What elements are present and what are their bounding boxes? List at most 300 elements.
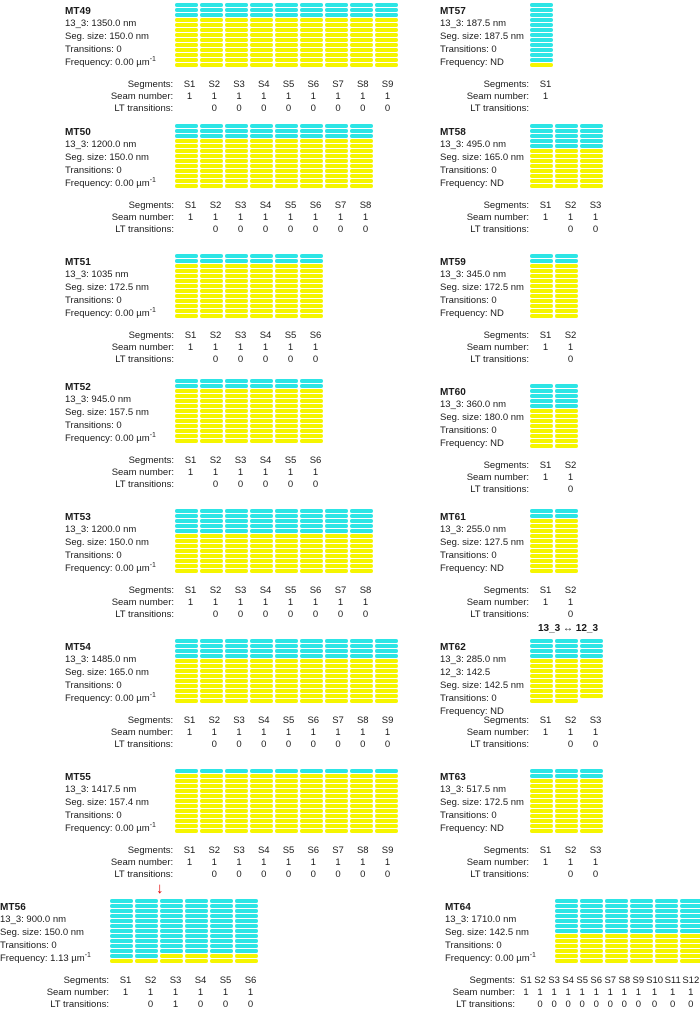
protofilament-yellow [300, 48, 323, 52]
protofilament-yellow [605, 954, 628, 958]
seam-number-cell: 1 [651, 987, 658, 998]
protofilament-yellow [275, 809, 298, 813]
lt-transition-cell [178, 609, 203, 621]
mt-segsize-label: Seg. size: 127.5 nm [440, 537, 524, 548]
protofilament-cyan [680, 899, 700, 903]
protofilament-yellow [250, 269, 273, 273]
protofilament-yellow [580, 674, 603, 678]
table-row [419, 91, 558, 103]
segment-name-cell: S1 [539, 79, 552, 90]
lattice-segment [555, 769, 578, 833]
protofilament-yellow [530, 824, 553, 828]
lt-transition-cell: 0 [635, 999, 642, 1010]
segment-name-cell: S2 [209, 585, 222, 596]
protofilament-yellow [175, 53, 198, 57]
protofilament-yellow [300, 294, 323, 298]
protofilament-cyan [225, 124, 248, 128]
protofilament-yellow [275, 554, 298, 558]
mt-transitions-label: Transitions: 0 [440, 550, 497, 561]
protofilament-yellow [175, 63, 198, 67]
protofilament-yellow [175, 58, 198, 62]
segment-name-cell: S2 [209, 330, 222, 341]
lattice-segment [110, 899, 133, 963]
protofilament-yellow [555, 699, 578, 703]
mt-transitions-label: Transitions: 0 [65, 44, 122, 55]
protofilament-cyan [325, 524, 348, 528]
seam-number-cell: 1 [237, 597, 244, 608]
protofilament-yellow [300, 314, 323, 318]
seam-number-cell: 1 [337, 212, 344, 223]
protofilament-yellow [530, 444, 553, 448]
protofilament-cyan [200, 13, 223, 17]
segment-name-cell: S3 [589, 200, 602, 211]
protofilament-cyan [160, 929, 183, 933]
protofilament-yellow [175, 264, 198, 268]
mt-frequency-label: Frequency: 0.00 µm$^{-1}$ [65, 821, 156, 834]
protofilament-yellow [300, 679, 323, 683]
protofilament-yellow [530, 314, 553, 318]
protofilament-yellow [530, 549, 553, 553]
mt-id-label: MT60 [440, 387, 466, 398]
mt-segsize-label: Seg. size: 180.0 nm [440, 412, 524, 423]
protofilament-yellow [530, 809, 553, 813]
table-row [64, 212, 378, 224]
protofilament-cyan [200, 384, 223, 388]
protofilament-yellow [680, 934, 700, 938]
protofilament-cyan [530, 389, 553, 393]
protofilament-yellow [200, 554, 223, 558]
protofilament-yellow [225, 274, 248, 278]
protofilament-yellow [250, 419, 273, 423]
protofilament-yellow [275, 414, 298, 418]
protofilament-yellow [375, 63, 398, 67]
protofilament-yellow [275, 299, 298, 303]
protofilament-yellow [275, 53, 298, 57]
protofilament-yellow [350, 28, 373, 32]
row-label: Seam number: [111, 597, 174, 608]
protofilament-yellow [200, 53, 223, 57]
protofilament-yellow [375, 794, 398, 798]
protofilament-yellow [350, 674, 373, 678]
segment-name-cell: S1 [184, 330, 197, 341]
protofilament-yellow [250, 394, 273, 398]
protofilament-yellow [250, 289, 273, 293]
protofilament-yellow [530, 804, 553, 808]
protofilament-yellow [250, 53, 273, 57]
table-row [444, 987, 700, 999]
protofilament-cyan [275, 519, 298, 523]
protofilament-yellow [530, 149, 553, 153]
protofilament-yellow [175, 279, 198, 283]
protofilament-yellow [200, 789, 223, 793]
protofilament-yellow [185, 954, 208, 958]
segment-name-cell: S3 [234, 200, 247, 211]
table-row [0, 999, 263, 1011]
protofilament-cyan [300, 529, 323, 533]
protofilament-cyan [325, 649, 348, 653]
protofilament-yellow [250, 43, 273, 47]
protofilament-cyan [530, 28, 553, 32]
protofilament-cyan [375, 3, 398, 7]
protofilament-cyan [175, 384, 198, 388]
mt-length-label: 13_3: 360.0 nm [440, 399, 507, 410]
segment-name-cell: S8 [359, 200, 372, 211]
protofilament-cyan [225, 379, 248, 383]
protofilament-yellow [275, 569, 298, 573]
protofilament-yellow [530, 659, 553, 663]
lt-transition-cell: 0 [247, 999, 254, 1010]
lattice-segment [200, 639, 223, 703]
segment-name-cell: S9 [632, 975, 645, 986]
protofilament-yellow [250, 284, 273, 288]
protofilament-yellow [555, 954, 578, 958]
mt-transitions-label: Transitions: 0 [440, 165, 497, 176]
protofilament-yellow [175, 289, 198, 293]
protofilament-cyan [250, 8, 273, 12]
segment-table [0, 975, 263, 1011]
mt-length-label: 13_3: 495.0 nm [440, 139, 507, 150]
protofilament-yellow [275, 33, 298, 37]
protofilament-yellow [630, 939, 653, 943]
protofilament-yellow [655, 934, 678, 938]
protofilament-yellow [275, 164, 298, 168]
protofilament-cyan [580, 919, 603, 923]
protofilament-yellow [350, 819, 373, 823]
seam-number-cell: 1 [542, 91, 549, 102]
protofilament-yellow [225, 789, 248, 793]
protofilament-yellow [200, 269, 223, 273]
segment-name-cell: S1 [184, 200, 197, 211]
seam-number-cell: 1 [262, 467, 269, 478]
lt-transition-cell: 0 [607, 999, 613, 1010]
protofilament-yellow [200, 409, 223, 413]
protofilament-yellow [250, 559, 273, 563]
protofilament-cyan [225, 654, 248, 658]
protofilament-yellow [225, 404, 248, 408]
lattice-segment [200, 509, 223, 573]
seam-number-cell: 1 [285, 91, 292, 102]
protofilament-yellow [555, 829, 578, 833]
protofilament-yellow [200, 829, 223, 833]
protofilament-cyan [300, 8, 323, 12]
lattice-segment [275, 254, 298, 318]
protofilament-yellow [580, 689, 603, 693]
seam-number-cell: 1 [310, 91, 316, 102]
protofilament-yellow [300, 784, 323, 788]
protofilament-cyan [210, 929, 233, 933]
protofilament-yellow [300, 414, 323, 418]
seam-number-cell: 1 [310, 727, 316, 738]
protofilament-cyan [655, 929, 678, 933]
protofilament-cyan [225, 3, 248, 7]
protofilament-yellow [300, 794, 323, 798]
lt-transition-cell: 0 [567, 739, 574, 750]
seam-number-cell: 1 [579, 987, 585, 998]
lt-transition-cell: 0 [651, 999, 658, 1010]
lattice-segment [250, 254, 273, 318]
protofilament-yellow [630, 934, 653, 938]
protofilament-yellow [325, 139, 348, 143]
protofilament-yellow [225, 669, 248, 673]
protofilament-yellow [175, 299, 198, 303]
protofilament-yellow [350, 554, 373, 558]
protofilament-cyan [200, 519, 223, 523]
lt-transition-cell: 0 [310, 103, 316, 114]
mt-length-label: 13_3: 945.0 nm [65, 394, 132, 405]
protofilament-cyan [210, 919, 233, 923]
protofilament-cyan [630, 924, 653, 928]
protofilament-cyan [200, 529, 223, 533]
protofilament-yellow [555, 674, 578, 678]
protofilament-yellow [250, 424, 273, 428]
table-row [419, 472, 583, 484]
seam-number-cell: 1 [621, 987, 627, 998]
seam-number-cell: 1 [362, 212, 369, 223]
protofilament-yellow [225, 429, 248, 433]
protofilament-yellow [200, 429, 223, 433]
protofilament-cyan [630, 929, 653, 933]
seam-number-cell: 1 [247, 987, 254, 998]
lt-transition-cell: 0 [335, 869, 341, 880]
seam-number-cell: 1 [211, 727, 217, 738]
protofilament-yellow [300, 38, 323, 42]
protofilament-yellow [325, 699, 348, 703]
protofilament-yellow [530, 799, 553, 803]
row-label: LT transitions: [114, 869, 174, 880]
protofilament-cyan [580, 909, 603, 913]
seam-number-cell: 1 [592, 727, 599, 738]
segment-name-cell: S1 [184, 585, 197, 596]
segment-name-cell: S5 [219, 975, 232, 986]
protofilament-yellow [375, 804, 398, 808]
segment-name-cell: S5 [284, 200, 297, 211]
lt-transition-cell: 0 [565, 999, 571, 1010]
lt-transition-cell: 0 [212, 224, 219, 235]
protofilament-cyan [530, 259, 553, 263]
protofilament-yellow [630, 949, 653, 953]
mt-frequency-label: Frequency: ND [440, 563, 504, 574]
protofilament-yellow [350, 804, 373, 808]
lt-transition-cell: 0 [287, 609, 294, 620]
protofilament-yellow [325, 669, 348, 673]
segment-name-cell: S1 [539, 845, 552, 856]
protofilament-yellow [350, 169, 373, 173]
lattice-segment [325, 3, 348, 67]
lt-transition-cell: 0 [670, 999, 676, 1010]
protofilament-yellow [275, 284, 298, 288]
protofilament-yellow [225, 139, 248, 143]
protofilament-cyan [300, 524, 323, 528]
protofilament-yellow [375, 829, 398, 833]
protofilament-yellow [200, 48, 223, 52]
protofilament-yellow [275, 63, 298, 67]
protofilament-yellow [200, 23, 223, 27]
protofilament-yellow [200, 63, 223, 67]
protofilament-yellow [200, 659, 223, 663]
mt-id-label: MT51 [65, 257, 91, 268]
table-row [64, 91, 400, 103]
protofilament-yellow [325, 554, 348, 558]
protofilament-cyan [110, 904, 133, 908]
seam-number-cell: 1 [211, 857, 217, 868]
protofilament-cyan [110, 939, 133, 943]
protofilament-yellow [580, 959, 603, 963]
seam-number-cell: 1 [312, 597, 319, 608]
protofilament-cyan [375, 644, 398, 648]
protofilament-yellow [175, 664, 198, 668]
protofilament-cyan [185, 924, 208, 928]
protofilament-yellow [350, 164, 373, 168]
protofilament-cyan [250, 524, 273, 528]
seam-number-cell: 1 [542, 857, 549, 868]
protofilament-yellow [530, 794, 553, 798]
segment-name-cell: S9 [381, 845, 394, 856]
protofilament-yellow [555, 814, 578, 818]
protofilament-cyan [325, 509, 348, 513]
protofilament-cyan [175, 8, 198, 12]
lattice-segment [530, 254, 553, 318]
protofilament-yellow [325, 664, 348, 668]
lt-transition-cell: 0 [384, 869, 391, 880]
protofilament-yellow [300, 289, 323, 293]
protofilament-yellow [200, 299, 223, 303]
protofilament-yellow [250, 18, 273, 22]
protofilament-cyan [135, 904, 158, 908]
protofilament-yellow [350, 549, 373, 553]
protofilament-cyan [175, 509, 198, 513]
protofilament-yellow [175, 169, 198, 173]
segment-name-cell: S4 [259, 330, 272, 341]
protofilament-yellow [275, 184, 298, 188]
protofilament-yellow [200, 149, 223, 153]
protofilament-yellow [200, 414, 223, 418]
protofilament-yellow [200, 33, 223, 37]
segment-name-cell: S4 [259, 455, 272, 466]
protofilament-yellow [225, 184, 248, 188]
protofilament-yellow [350, 539, 373, 543]
segment-name-cell: S3 [233, 845, 245, 856]
protofilament-yellow [350, 38, 373, 42]
protofilament-cyan [160, 914, 183, 918]
protofilament-yellow [555, 269, 578, 273]
protofilament-cyan [210, 899, 233, 903]
protofilament-cyan [185, 914, 208, 918]
protofilament-cyan [555, 144, 578, 148]
table-row [64, 857, 400, 869]
protofilament-yellow [225, 559, 248, 563]
protofilament-yellow [225, 53, 248, 57]
protofilament-yellow [300, 174, 323, 178]
protofilament-yellow [555, 819, 578, 823]
protofilament-yellow [300, 149, 323, 153]
segment-name-cell: S7 [332, 79, 344, 90]
protofilament-yellow [555, 564, 578, 568]
segment-name-cell: S10 [646, 975, 664, 986]
lattice-diagram [175, 3, 398, 67]
protofilament-yellow [250, 789, 273, 793]
segment-name-cell: S4 [257, 79, 270, 90]
segment-name-cell: S8 [618, 975, 631, 986]
lattice-segment [630, 899, 653, 963]
protofilament-yellow [580, 949, 603, 953]
protofilament-yellow [175, 659, 198, 663]
protofilament-yellow [175, 18, 198, 22]
protofilament-yellow [530, 304, 553, 308]
protofilament-yellow [175, 539, 198, 543]
protofilament-cyan [555, 929, 578, 933]
protofilament-yellow [300, 269, 323, 273]
protofilament-cyan [580, 774, 603, 778]
lt-transition-cell [178, 479, 203, 491]
protofilament-yellow [200, 799, 223, 803]
mt-id-label: MT49 [65, 6, 91, 17]
lt-transition-cell: 0 [285, 869, 292, 880]
protofilament-cyan [160, 909, 183, 913]
protofilament-cyan [555, 404, 578, 408]
protofilament-yellow [250, 679, 273, 683]
protofilament-cyan [250, 649, 273, 653]
lattice-segment [250, 3, 273, 67]
protofilament-yellow [235, 959, 258, 963]
seam-number-cell: 1 [670, 987, 676, 998]
protofilament-yellow [325, 689, 348, 693]
protofilament-cyan [250, 514, 273, 518]
seam-number-cell: 1 [542, 212, 549, 223]
protofilament-yellow [555, 179, 578, 183]
lattice-segment [530, 769, 553, 833]
protofilament-cyan [680, 929, 700, 933]
protofilament-cyan [135, 954, 158, 958]
protofilament-yellow [350, 23, 373, 27]
protofilament-cyan [350, 649, 373, 653]
lt-transition-cell: 0 [360, 869, 366, 880]
protofilament-yellow [200, 279, 223, 283]
protofilament-cyan [350, 3, 373, 7]
seam-number-cell: 1 [172, 987, 179, 998]
protofilament-cyan [555, 124, 578, 128]
protofilament-cyan [530, 404, 553, 408]
protofilament-cyan [175, 514, 198, 518]
protofilament-cyan [200, 769, 223, 773]
protofilament-yellow [300, 58, 323, 62]
protofilament-yellow [200, 139, 223, 143]
table-row [419, 224, 608, 236]
protofilament-yellow [175, 149, 198, 153]
segment-name-cell: S4 [194, 975, 207, 986]
protofilament-yellow [680, 959, 700, 963]
lattice-segment [275, 769, 298, 833]
protofilament-yellow [175, 534, 198, 538]
row-label: Seam number: [110, 727, 174, 738]
protofilament-cyan [555, 769, 578, 773]
protofilament-cyan [250, 379, 273, 383]
lt-transition-cell: 0 [285, 739, 292, 750]
protofilament-yellow [200, 669, 223, 673]
protofilament-yellow [350, 669, 373, 673]
protofilament-yellow [350, 664, 373, 668]
protofilament-cyan [580, 904, 603, 908]
lattice-segment [275, 379, 298, 443]
protofilament-cyan [210, 944, 233, 948]
protofilament-yellow [350, 534, 373, 538]
protofilament-yellow [275, 23, 298, 27]
seam-number-cell: 1 [567, 342, 574, 353]
lattice-segment [135, 899, 158, 963]
protofilament-yellow [350, 174, 373, 178]
protofilament-cyan [530, 139, 553, 143]
protofilament-yellow [275, 404, 298, 408]
protofilament-yellow [530, 309, 553, 313]
